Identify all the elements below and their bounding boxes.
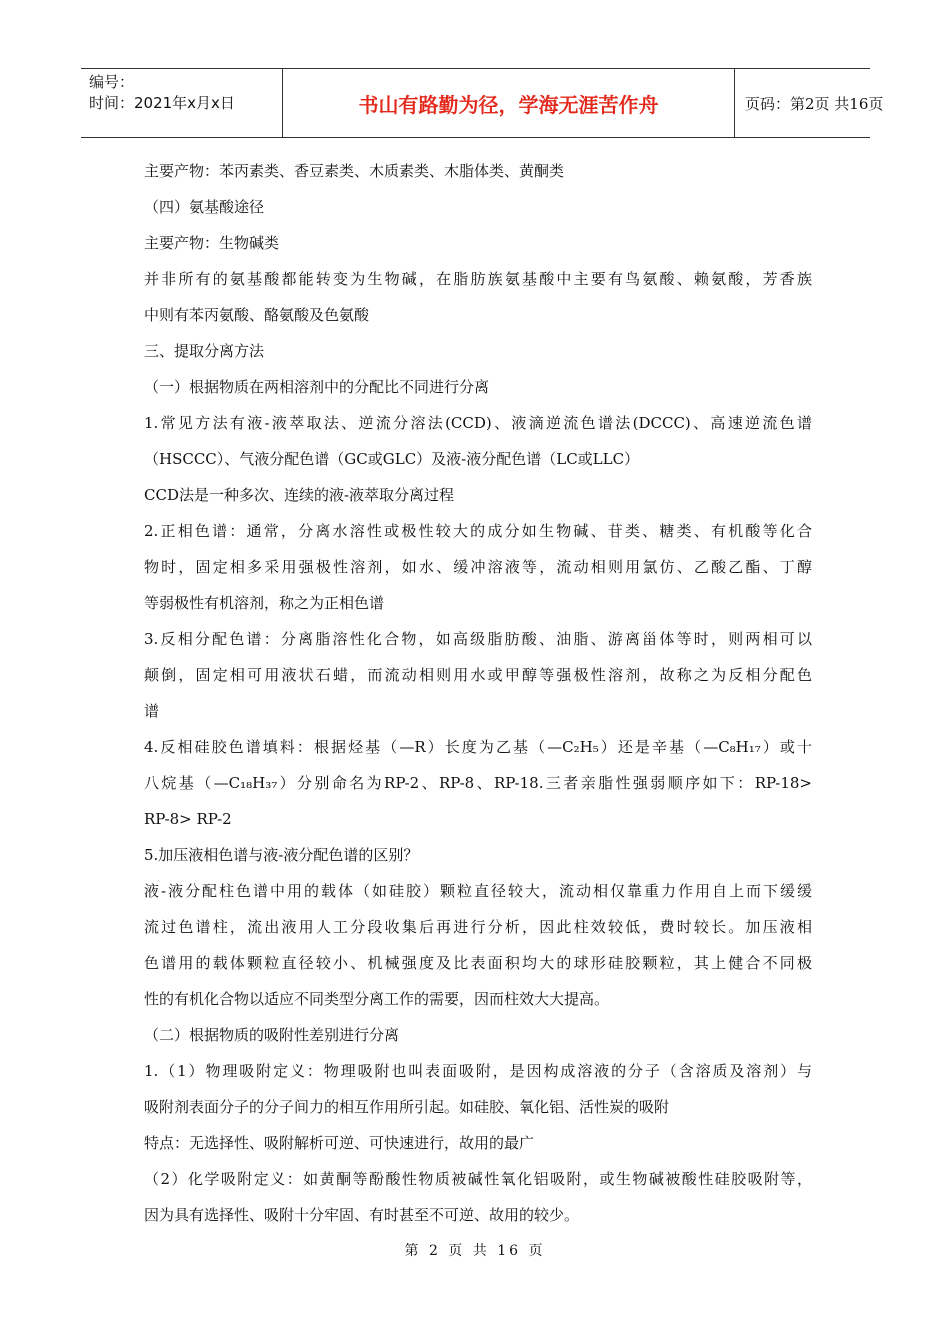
header-page-number: 页码：第2页 共16页 [745,94,884,113]
body-line: 液-液分配柱色谱中用的载体（如硅胶）颗粒直径较大，流动相仅靠重力作用自上而下缓缓 [144,882,812,900]
body-line: RP-8> RP-2 [144,810,232,828]
body-line: 流过色谱柱，流出液用人工分段收集后再进行分析，因此柱效较低，费时较长。加压液相 [144,918,812,936]
body-line: 色谱用的载体颗粒直径较小、机械强度及比表面积均大的球形硅胶颗粒，其上健合不同极 [144,954,812,972]
section-heading: （四）氨基酸途径 [144,198,265,216]
document-time-label: 时间：2021年x月x日 [89,94,235,112]
body-line: 吸附剂表面分子的分子间力的相互作用所引起。如硅胶、氧化铝、活性炭的吸附 [144,1098,670,1116]
body-line: 中则有苯丙氨酸、酪氨酸及色氨酸 [144,306,370,324]
document-body [144,153,812,1233]
body-line: 因为具有选择性、吸附十分牢固、有时甚至不可逆、故用的较少。 [144,1206,580,1224]
body-line: 5.加压液相色谱与液-液分配色谱的区别？ [144,846,419,864]
document-number-label: 编号： [89,73,135,91]
body-line: 1.常见方法有液-液萃取法、逆流分溶法(CCD)、液滴逆流色谱法(DCCC)、高速逆流色谱 [144,414,812,432]
body-line: 性的有机化合物以适应不同类型分离工作的需要，因而柱效大大提高。 [144,990,610,1008]
body-line: 3.反相分配色谱：分离脂溶性化合物，如高级脂肪酸、油脂、游离甾体等时，则两相可以 [144,630,812,648]
body-line: 颠倒，固定相可用液状石蜡，而流动相则用水或甲醇等强极性溶剂，故称之为反相分配色 [144,666,812,684]
body-line: 2.正相色谱：通常，分离水溶性或极性较大的成分如生物碱、苷类、糖类、有机酸等化合 [144,522,812,540]
body-line: （HSCCC）、气液分配色谱（GC或GLC）及液-液分配色谱（LC或LLC） [144,450,640,468]
body-line: （2）化学吸附定义：如黄酮等酚酸性物质被碱性氧化铝吸附，或生物碱被酸性硅胶吸附等， [144,1170,812,1188]
body-line: 物时，固定相多采用强极性溶剂，如水、缓冲溶液等，流动相则用氯仿、乙酸乙酯、丁醇 [144,558,812,576]
body-line: 1.（1）物理吸附定义：物理吸附也叫表面吸附，是因构成溶液的分子（含溶质及溶剂）与 [144,1062,812,1080]
body-line: 特点：无选择性、吸附解析可逆、可快速进行，故用的最广 [144,1134,535,1152]
body-line: 4.反相硅胶色谱填料：根据烃基（—R）长度为乙基（—C₂H₅）还是辛基（—C₈H₁₇）或十 [144,738,812,756]
header-meta [81,69,283,137]
body-line: 八烷基（—C₁₈H₃₇）分别命名为RP-2、RP-8、RP-18.三者亲脂性强弱顺序如下：RP-18> [144,774,812,792]
body-line: 等弱极性有机溶剂，称之为正相色谱 [144,594,385,612]
header-motto: 书山有路勤为径，学海无涯苦作舟 [283,69,735,137]
body-line: CCD法是一种多次、连续的液-液萃取分离过程 [144,486,455,504]
page-footer: 第 2 页 共 16 页 [404,1243,546,1259]
body-line: 主要产物：苯丙素类、香豆素类、木质素类、木脂体类、黄酮类 [144,162,565,180]
section-heading: （二）根据物质的吸附性差别进行分离 [144,1026,400,1044]
section-heading: （一）根据物质在两相溶剂中的分配比不同进行分离 [144,378,490,396]
page-header [81,68,884,138]
body-line: 并非所有的氨基酸都能转变为生物碱，在脂肪族氨基酸中主要有鸟氨酸、赖氨酸，芳香族 [144,270,812,288]
body-line: 主要产物：生物碱类 [144,234,280,252]
section-heading: 三、提取分离方法 [144,342,265,360]
body-line: 谱 [144,702,160,720]
